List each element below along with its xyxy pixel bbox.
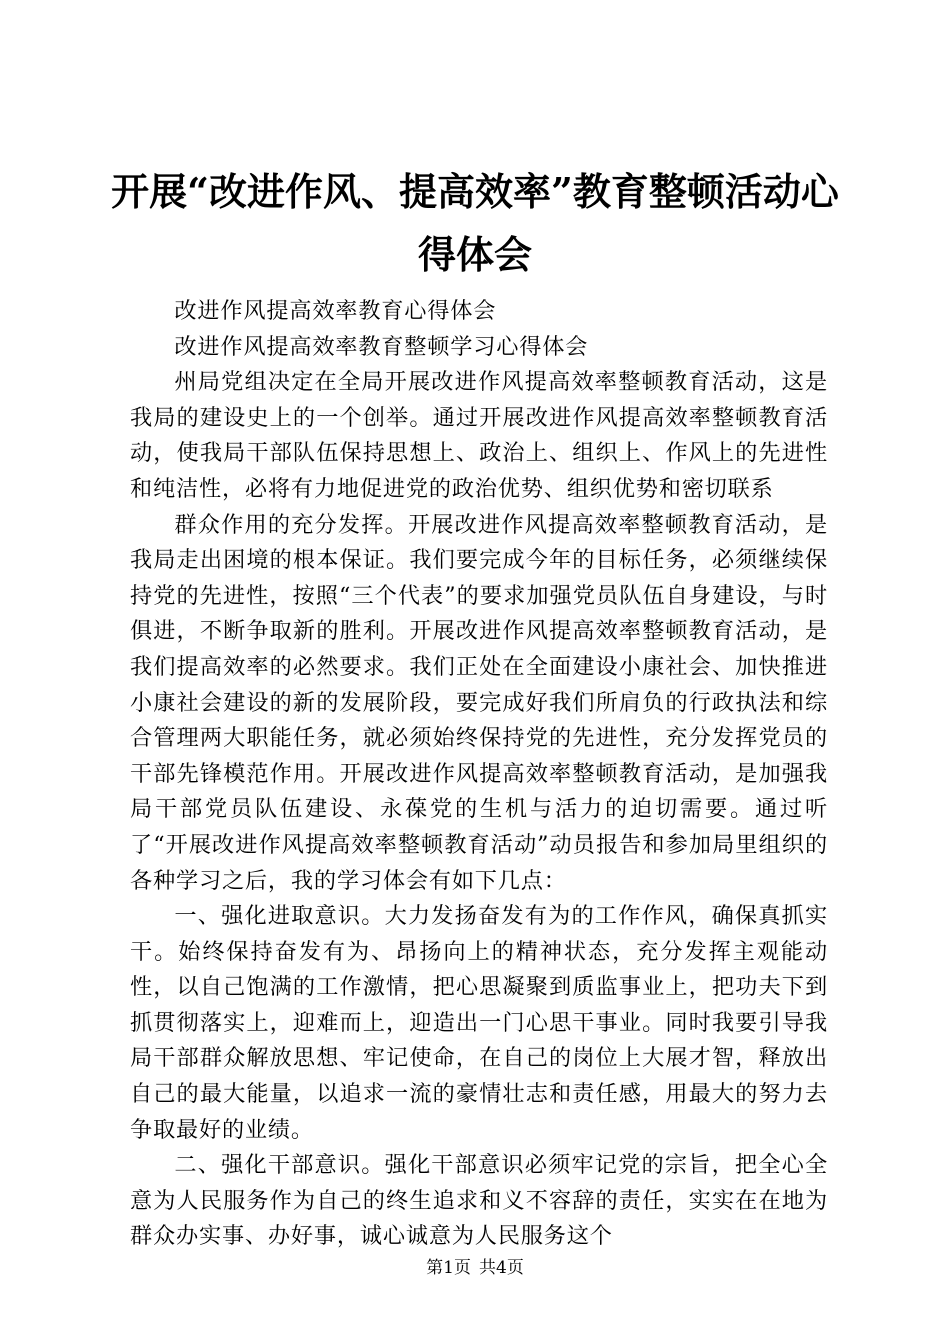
page-footer	[0, 1256, 950, 1280]
paragraph-subtitle-2: 改进作风提高效率教育整顿学习心得体会	[174, 333, 589, 360]
paragraph-point-1: 一、强化进取意识。大力发扬奋发有为的工作作风，确保真抓实干。始终保持奋发有为、昂扬向上的精神状态，充分发挥主观能动性，以自己饱满的工作激情，把心思凝聚到质监事业上，把功夫下到抓贯彻落实上，迎难而上，迎造出一门心思干事业。同时我要引导我局干部群众解放思想、牢记使命，在自己的岗位上大展才智，释放出自己的最大能量，以追求一流的豪情壮志和责任感，用最大的努力去争取最好的业绩。	[130, 903, 828, 1143]
page-number-current: 第1页	[426, 1258, 471, 1278]
document-title: 开展“改进作风、提高效率”教育整顿活动心得体会	[111, 169, 839, 277]
paragraph-subtitle-1: 改进作风提高效率教育心得体会	[174, 298, 497, 324]
paragraph-intro: 州局党组决定在全局开展改进作风提高效率整顿教育活动，这是我局的建设史上的一个创举。通过开展改进作风提高效率整顿教育活动，使我局干部队伍保持思想上、政治上、组织上、作风上的先进性和纯洁性，必将有力地促进党的政治优势、组织优势和密切联系	[130, 369, 828, 502]
document-body	[130, 294, 828, 1255]
paragraph-significance: 群众作用的充分发挥。开展改进作风提高效率整顿教育活动，是我局走出困境的根本保证。我们要完成今年的目标任务，必须继续保持党的先进性，按照“三个代表”的要求加强党员队伍自身建设，与时俱进，不断争取新的胜利。开展改进作风提高效率整顿教育活动，是我们提高效率的必然要求。我们正处在全面建设小康社会、加快推进小康社会建设的新的发展阶段，要完成好我们所肩负的行政执法和综合管理两大职能任务，就必须始终保持党的先进性，充分发挥党员的干部先锋模范作用。开展改进作风提高效率整顿教育活动，是加强我局干部党员队伍建设、永葆党的生机与活力的迫切需要。通过听了“开展改进作风提高效率整顿教育活动”动员报告和参加局里组织的各种学习之后，我的学习体会有如下几点：	[130, 511, 828, 894]
page-number-total: 共4页	[479, 1258, 524, 1278]
paragraph-point-2: 二、强化干部意识。强化干部意识必须牢记党的宗旨，把全心全意为人民服务作为自己的终生追求和义不容辞的责任，实实在在地为群众办实事、办好事，诚心诚意为人民服务这个	[130, 1152, 828, 1250]
